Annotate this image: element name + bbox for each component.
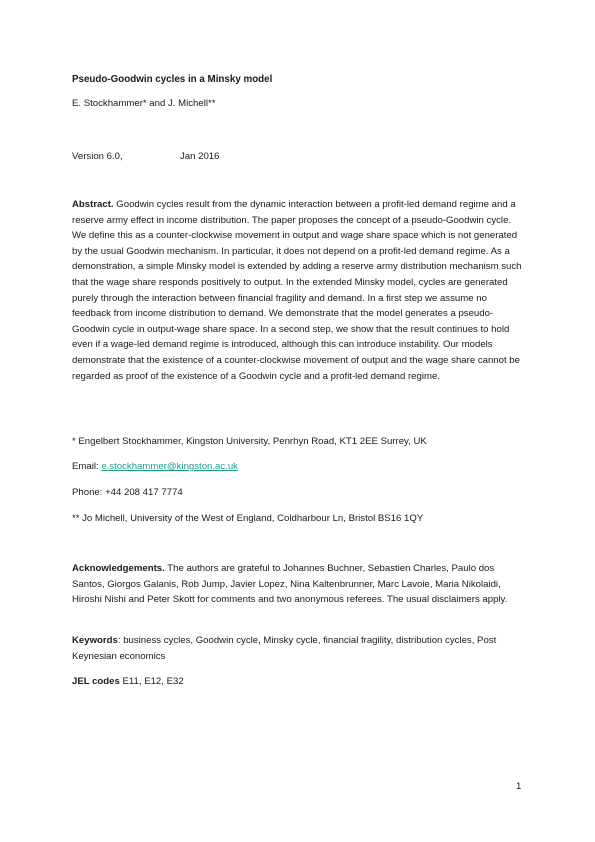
abstract — [72, 197, 524, 384]
email-link[interactable]: e.stockhammer@kingston.ac.uk — [101, 461, 238, 472]
acknowledgements-text: The authors are grateful to Johannes Buchner, Sebastien Charles, Paulo dos Santos, Giorgos Galanis, Rob Jump, Javier Lopez, Nina Kaltenbrunner, Marc Lavoie, Maria Nikolaidi, Hiroshi Nishi and Peter Skott for comments and two anonymous referees. The usual disclaimers apply. — [72, 563, 508, 606]
version-label: Version 6.0, — [72, 151, 123, 162]
phone-line: Phone: +44 208 417 7774 — [72, 487, 183, 498]
acknowledgements-heading: Acknowledgements. — [72, 563, 165, 574]
version-line — [72, 149, 524, 164]
abstract-heading: Abstract. — [72, 199, 114, 210]
keywords-heading: Keywords — [72, 635, 118, 646]
page-number: 1 — [516, 781, 522, 792]
author2-affiliation: ** Jo Michell, University of the West of England, Coldharbour Ln, Bristol BS16 1QY — [72, 513, 424, 524]
jel-heading: JEL codes — [72, 676, 120, 687]
jel-codes — [72, 674, 524, 689]
email-line — [72, 459, 524, 474]
keywords-text: : business cycles, Goodwin cycle, Minsky cycle, financial fragility, distribution cycles, Post Keynesian economics — [72, 635, 497, 662]
author-line: E. Stockhammer* and J. Michell** — [72, 98, 216, 109]
abstract-text: Goodwin cycles result from the dynamic interaction between a profit-led demand regime and a reserve army effect in income distribution. The paper proposes the concept of a pseudo-Goodwin cycle. We define this as a counter-clockwise movement in output and wage share space which is not generated by the usual Goodwin mechanism. In particular, it does not depend on a profit-led demand regime. As a demonstration, a simple Minsky model is extended by adding a reserve army distribution mechanism such that the wage share responds positively to output. In the extended Minsky model, cycles are generated purely through the interaction between financial fragility and demand. In a first step we assume no feedback from income distribution to demand. We demonstrate that the model generates a pseudo-Goodwin cycle in output-wage share space. In a second step, we show that the result continues to hold even if a wage-led demand regime is introduced, although this can introduce instability. Our models demonstrate that the existence of a counter-clockwise movement of output and the wage share cannot be regarded as proof of the existence of a Goodwin cycle and a profit-led demand regime. — [72, 199, 522, 382]
author1-affiliation: * Engelbert Stockhammer, Kingston University, Penrhyn Road, KT1 2EE Surrey, UK — [72, 436, 427, 447]
keywords — [72, 633, 524, 664]
acknowledgements — [72, 561, 524, 608]
jel-values: E11, E12, E32 — [122, 676, 184, 687]
paper-title: Pseudo-Goodwin cycles in a Minsky model — [72, 74, 273, 85]
email-label: Email: — [72, 461, 99, 472]
version-date: Jan 2016 — [180, 151, 220, 162]
